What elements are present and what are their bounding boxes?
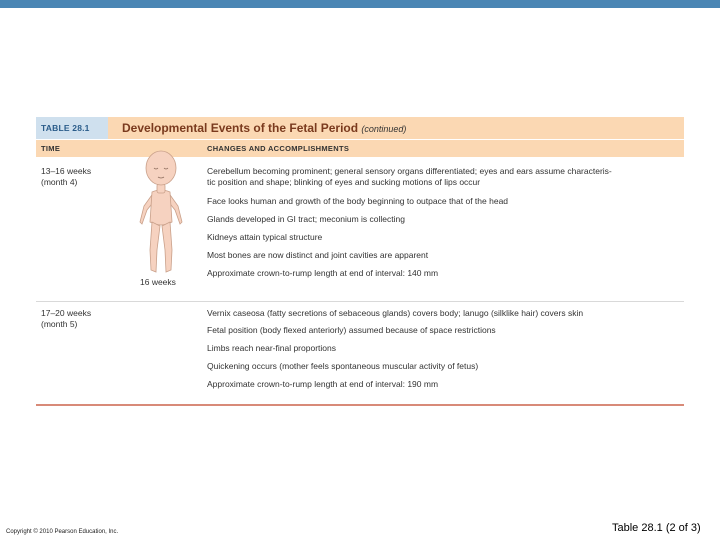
row-divider xyxy=(36,301,684,302)
column-header-time: TIME xyxy=(41,144,61,153)
slide-caption: Table 28.1 (2 of 3) xyxy=(612,522,701,534)
table-title-band xyxy=(36,117,684,139)
row1-item-6: Approximate crown-to-rump length at end of interval: 140 mm xyxy=(207,268,439,278)
row2-item-1: Vernix caseosa (fatty secretions of sebaceous glands) covers body; lanugo (silklike hair) covers skin xyxy=(207,308,584,318)
row1-item-2: Face looks human and growth of the body beginning to outpace that of the head xyxy=(207,196,509,206)
row2-item-4: Quickening occurs (mother feels spontaneous muscular activity of fetus) xyxy=(207,361,479,371)
row1-item-5: Most bones are now distinct and joint cavities are apparent xyxy=(207,250,429,260)
row1-time-month: (month 4) xyxy=(41,177,78,187)
continued-note: (continued) xyxy=(361,124,407,134)
copyright-notice: Copyright © 2010 Pearson Education, Inc. xyxy=(6,529,119,535)
row1-item-1-cont: tic position and shape; blinking of eyes and sucking motions of lips occur xyxy=(207,177,481,187)
fetus-16-weeks-illustration xyxy=(130,148,192,280)
table-title-text: Developmental Events of the Fetal Period xyxy=(122,121,359,135)
row1-item-3: Glands developed in GI tract; meconium is collecting xyxy=(207,214,405,224)
row1-time-weeks: 13–16 weeks xyxy=(41,166,92,176)
table-title xyxy=(122,117,406,140)
row2-time-month: (month 5) xyxy=(41,319,78,329)
row1-item-1: Cerebellum becoming prominent; general sensory organs differentiated; eyes and ears assume characteris- xyxy=(207,166,612,176)
row2-time-weeks: 17–20 weeks xyxy=(41,308,92,318)
top-accent-bar xyxy=(0,0,720,8)
table-number: TABLE 28.1 xyxy=(36,117,108,139)
row2-item-3: Limbs reach near-final proportions xyxy=(207,343,336,353)
table-bottom-rule xyxy=(36,404,684,406)
figure-caption-16-weeks: 16 weeks xyxy=(140,277,176,287)
row2-time xyxy=(41,308,91,330)
row2-item-2: Fetal position (body flexed anteriorly) assumed because of space restrictions xyxy=(207,325,496,335)
row1-time xyxy=(41,166,91,188)
column-header-changes: CHANGES AND ACCOMPLISHMENTS xyxy=(207,144,350,153)
row2-item-5: Approximate crown-to-rump length at end of interval: 190 mm xyxy=(207,379,439,389)
row1-item-4: Kidneys attain typical structure xyxy=(207,232,323,242)
